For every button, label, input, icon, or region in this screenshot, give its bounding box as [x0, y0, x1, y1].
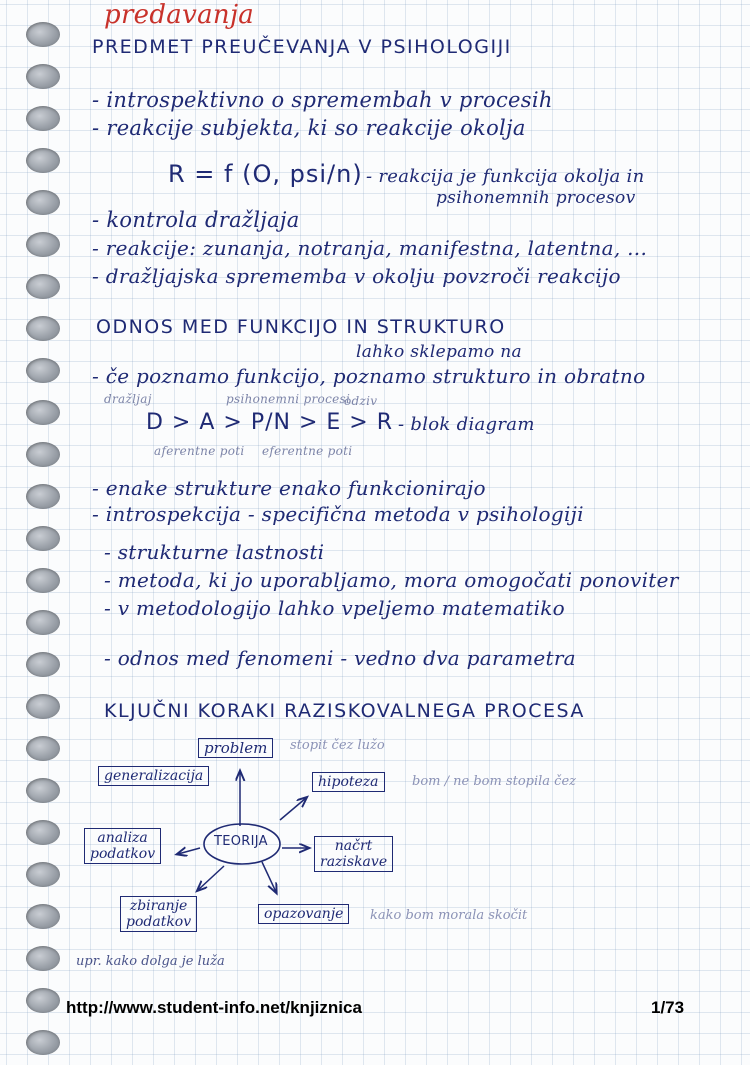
diagram-box-hypothesis: hipoteza — [312, 772, 385, 792]
note-line: - dražljajska sprememba v okolju povzroči reakcijo — [92, 264, 621, 288]
note-line: - če poznamo funkcijo, poznamo strukturo in obratno — [92, 364, 646, 388]
note-line: - reakcije: zunanja, notranja, manifestna, latentna, ... — [92, 236, 648, 260]
section-heading-subject: PREDMET PREUČEVANJA V PSIHOLOGIJI — [92, 36, 512, 58]
section-heading-research-steps: KLJUČNI KORAKI RAZISKOVALNEGA PROCESA — [104, 700, 585, 722]
flow-diagram: D > A > P/N > E > R — [146, 410, 393, 435]
note-line: - strukturne lastnosti — [104, 540, 325, 564]
formula: R = f (O, psi/n) — [168, 160, 363, 188]
note-line: - reakcije subjekta, ki so reakcije okolja — [92, 116, 526, 140]
flow-note: - blok diagram — [398, 414, 535, 435]
note-insert: lahko sklepamo na — [356, 342, 522, 362]
box-line: raziskave — [320, 854, 388, 870]
diagram-box-problem: problem — [198, 738, 273, 758]
note-line: - introspektivno o spremembah v procesih — [92, 88, 553, 112]
diagram-center-theory: TEORIJA — [214, 834, 268, 849]
note-line: - kontrola dražljaja — [92, 208, 300, 232]
bottom-note: upr. kako dolga je luža — [76, 954, 225, 969]
diagram-note-problem: stopit čez lužo — [290, 738, 385, 753]
diagram-box-data-collection — [120, 896, 197, 932]
flow-label: psihonemni procesi — [226, 392, 351, 406]
note-line: - metoda, ki jo uporabljamo, mora omogočati ponoviter — [104, 568, 679, 592]
flow-label: odziv — [344, 394, 378, 408]
diagram-note-observation: kako bom morala skočit — [370, 908, 528, 923]
note-line: - odnos med fenomeni - vedno dva parametra — [104, 646, 576, 670]
footer-url: http://www.student-info.net/knjiznica — [66, 998, 362, 1017]
diagram-note-hypothesis: bom / ne bom stopila čez — [412, 774, 576, 789]
box-line: podatkov — [126, 914, 192, 930]
box-line: zbiranje — [129, 898, 188, 914]
page-title: predavanja — [104, 0, 255, 30]
formula-note: psihonemnih procesov — [436, 188, 636, 208]
diagram-box-observation: opazovanje — [258, 904, 349, 924]
diagram-box-generalization: generalizacija — [98, 766, 209, 786]
flow-label: aferentne poti — [154, 444, 245, 458]
formula-note: - reakcija je funkcija okolja in — [366, 166, 645, 187]
note-line: - enake strukture enako funkcionirajo — [92, 476, 486, 500]
flow-label: eferentne poti — [262, 444, 353, 458]
flow-label: dražljaj — [104, 392, 152, 406]
section-heading-relation: ODNOS MED FUNKCIJO IN STRUKTURO — [96, 316, 506, 338]
diagram-box-research-plan — [314, 836, 393, 872]
diagram-box-data-analysis — [84, 828, 161, 864]
page-number: 1/73 — [651, 998, 685, 1017]
box-line: podatkov — [90, 846, 156, 862]
box-line: analiza — [97, 830, 148, 846]
box-line: načrt — [334, 838, 373, 854]
note-line: - introspekcija - specifična metoda v psihologiji — [92, 502, 584, 526]
note-line: - v metodologijo lahko vpeljemo matematiko — [104, 596, 566, 620]
